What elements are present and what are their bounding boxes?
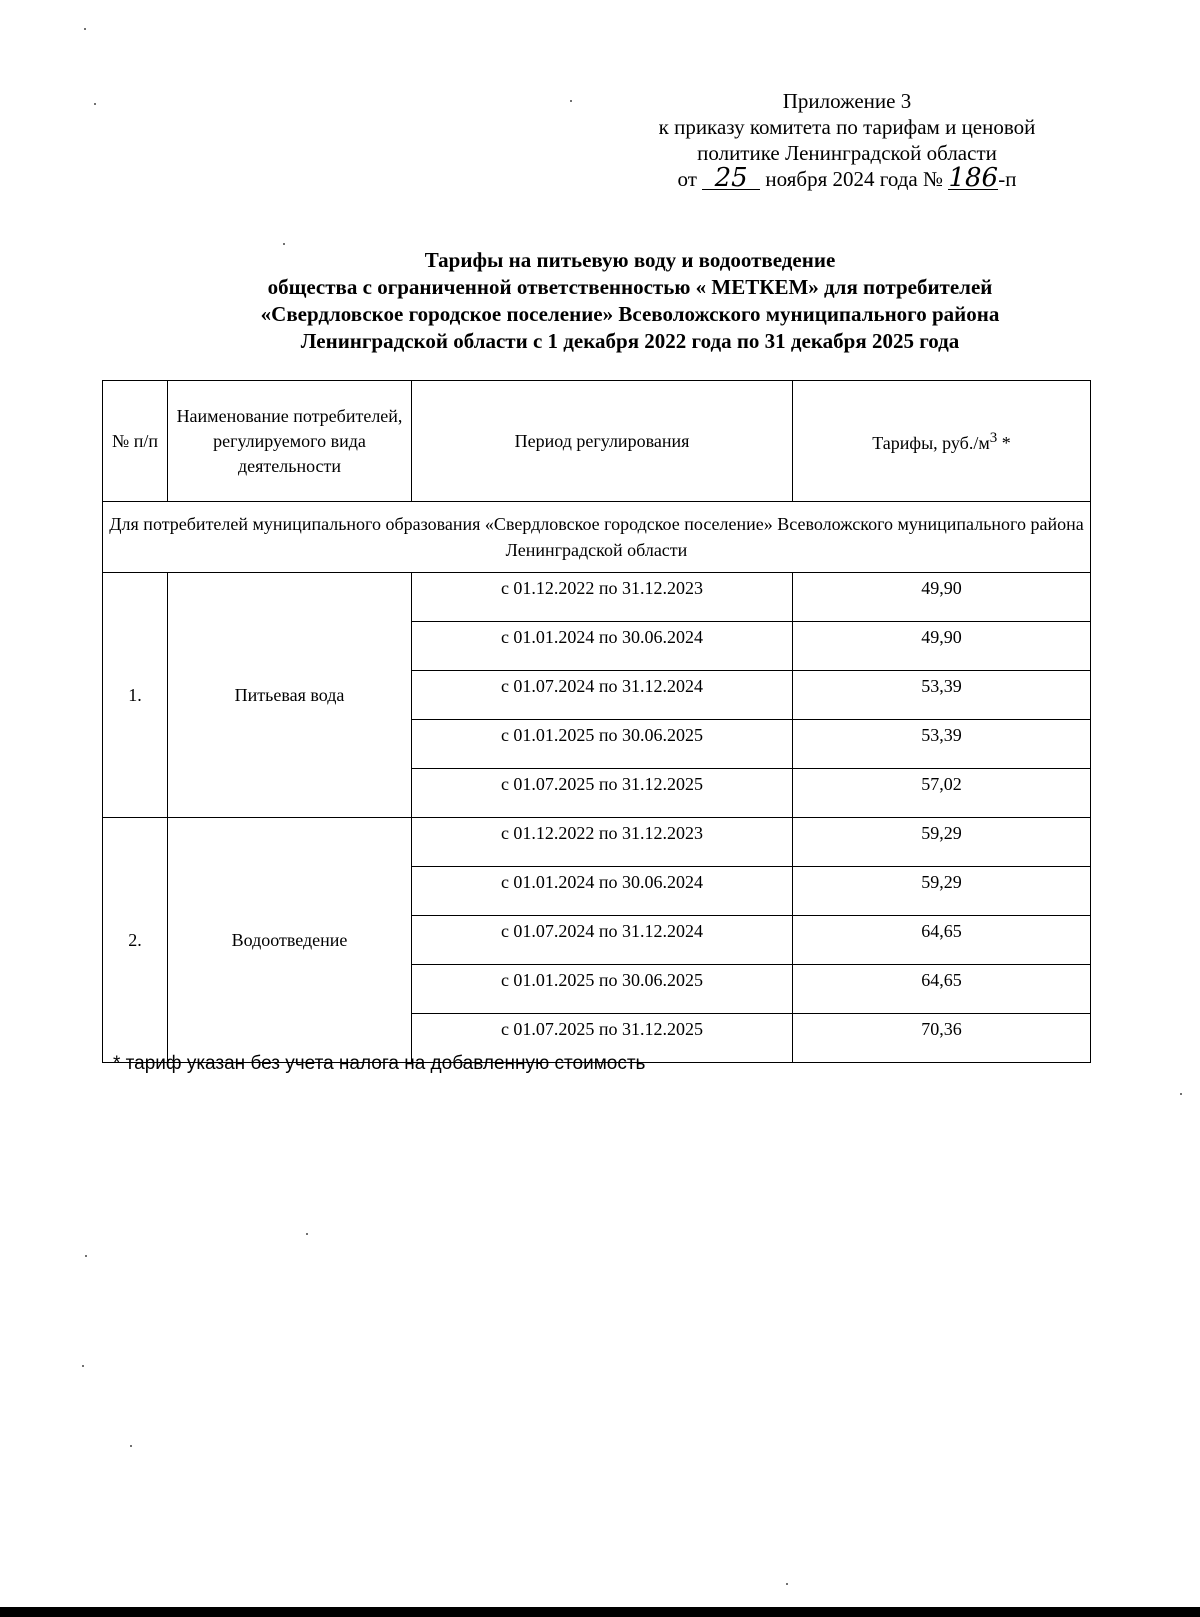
annex-date-line <box>560 163 1134 193</box>
section-num: 1. <box>103 573 168 818</box>
tariff-value-cell: 64,65 <box>793 916 1091 965</box>
section-num: 2. <box>103 818 168 1063</box>
period-cell: с 01.01.2025 по 30.06.2025 <box>412 720 793 769</box>
period-cell: с 01.07.2025 по 31.12.2025 <box>412 1014 793 1063</box>
scan-speck <box>283 243 285 245</box>
group-row <box>103 502 1091 573</box>
tariff-value-cell: 53,39 <box>793 671 1091 720</box>
table-header-row <box>103 381 1091 502</box>
header-period: Период регулирования <box>412 381 793 502</box>
group-label: Для потребителей муниципального образования «Свердловское городское поселение» Всеволожского муниципального района Ленинградской области <box>103 502 1091 573</box>
handwritten-order-number: 186 <box>948 163 999 193</box>
scan-speck <box>786 1583 788 1585</box>
tariff-value-cell: 59,29 <box>793 867 1091 916</box>
scan-speck <box>1180 1093 1182 1095</box>
period-cell: с 01.01.2024 по 30.06.2024 <box>412 867 793 916</box>
tariff-value-cell: 59,29 <box>793 818 1091 867</box>
handwritten-day: 25 <box>702 167 760 190</box>
section-name: Питьевая вода <box>168 573 412 818</box>
period-cell: с 01.07.2024 по 31.12.2024 <box>412 916 793 965</box>
table-row <box>103 573 1091 622</box>
title-line-3: «Свердловское городское поселение» Всеволожского муниципального района <box>260 302 1000 326</box>
tariff-value-cell: 57,02 <box>793 769 1091 818</box>
period-cell: с 01.07.2024 по 31.12.2024 <box>412 671 793 720</box>
date-prefix: от <box>677 167 697 191</box>
title-line-2: общества с ограниченной ответственностью « МЕТКЕМ» для потребителей <box>267 275 993 299</box>
scan-speck <box>130 1445 132 1447</box>
tariff-value-cell: 70,36 <box>793 1014 1091 1063</box>
annex-line-1: Приложение 3 <box>782 89 912 113</box>
scan-speck <box>84 28 86 30</box>
header-tariff-mark: * <box>997 433 1011 453</box>
tariff-value-cell: 53,39 <box>793 720 1091 769</box>
scan-speck <box>94 103 96 105</box>
section-name: Водоотведение <box>168 818 412 1063</box>
header-tariff <box>793 381 1091 502</box>
header-num: № п/п <box>103 381 168 502</box>
header-tariff-sup: 3 <box>989 430 998 446</box>
scan-speck <box>306 1233 308 1235</box>
tariff-value-cell: 49,90 <box>793 573 1091 622</box>
scan-speck <box>82 1365 84 1367</box>
table-row <box>103 818 1091 867</box>
scan-bottom-edge <box>0 1607 1200 1617</box>
tariff-table <box>102 380 1091 1063</box>
annex-block <box>560 88 1134 192</box>
title-line-1: Тарифы на питьевую воду и водоотведение <box>424 248 836 272</box>
tariff-value-cell: 49,90 <box>793 622 1091 671</box>
tariff-value-cell: 64,65 <box>793 965 1091 1014</box>
document-title <box>100 247 1160 355</box>
scan-speck <box>570 100 572 102</box>
period-cell: с 01.12.2022 по 31.12.2023 <box>412 818 793 867</box>
title-line-4: Ленинградской области с 1 декабря 2022 года по 31 декабря 2025 года <box>300 329 960 353</box>
footnote: * тариф указан без учета налога на добавленную стоимость <box>113 1053 646 1074</box>
annex-line-2: к приказу комитета по тарифам и ценовой <box>658 115 1036 139</box>
header-tariff-text: Тарифы, руб./м <box>872 433 990 453</box>
period-cell: с 01.01.2025 по 30.06.2025 <box>412 965 793 1014</box>
period-cell: с 01.12.2022 по 31.12.2023 <box>412 573 793 622</box>
period-cell: с 01.07.2025 по 31.12.2025 <box>412 769 793 818</box>
order-suffix: -п <box>998 167 1017 191</box>
scan-speck <box>85 1255 87 1257</box>
month-year: ноября 2024 года № <box>765 167 944 191</box>
header-name: Наименование потребителей, регулируемого вида деятельности <box>168 381 412 502</box>
annex-line-3: политике Ленинградской области <box>697 141 997 165</box>
period-cell: с 01.01.2024 по 30.06.2024 <box>412 622 793 671</box>
